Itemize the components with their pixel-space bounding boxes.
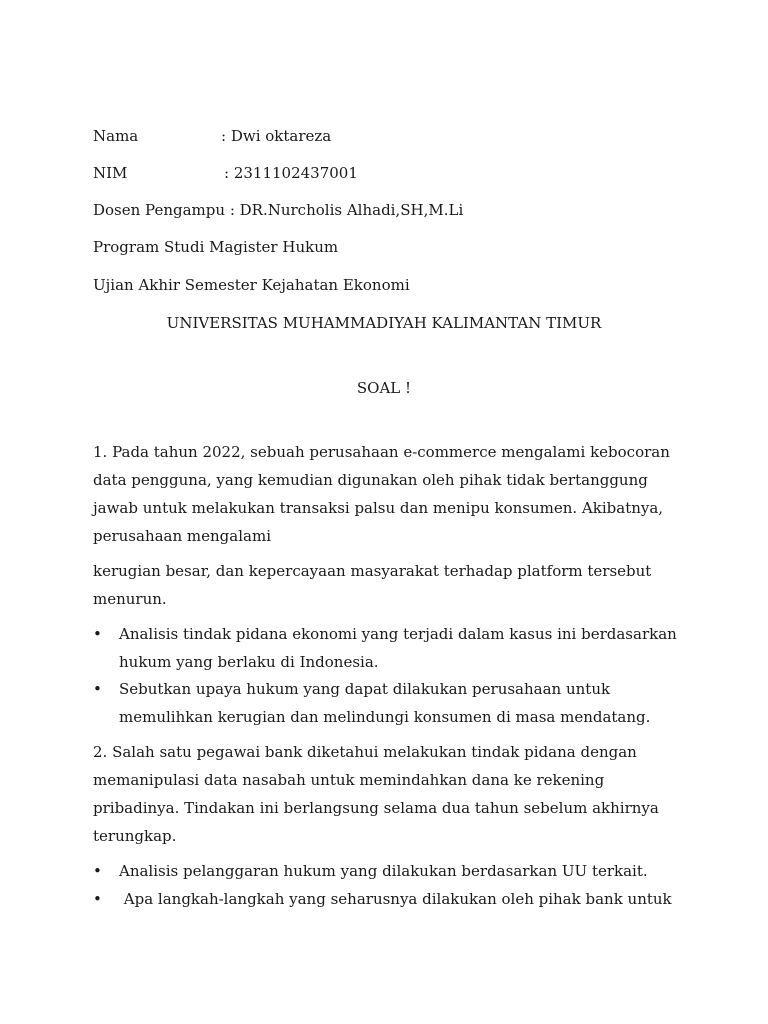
university-title: UNIVERSITAS MUHAMMADIYAH KALIMANTAN TIMUR [166, 314, 602, 332]
bullet-text: Analisis pelanggaran hukum yang dilakukan berdasarkan UU terkait. [119, 862, 648, 880]
question-1-continuation: kerugian besar, dan kepercayaan masyarakat terhadap platform tersebut menurun. [93, 562, 652, 608]
ujian-line: Ujian Akhir Semester Kejahatan Ekonomi [93, 276, 410, 294]
nim-label: NIM [93, 164, 128, 182]
bullet-icon: • [93, 625, 102, 643]
bullet-text: Sebutkan upaya hukum yang dapat dilakukan perusahaan untuk memulihkan kerugian dan melindungi konsumen di masa mendatang. [119, 680, 651, 726]
question-1-text: 1. Pada tahun 2022, sebuah perusahaan e-commerce mengalami kebocoran data pengguna, yang kemudian digunakan oleh pihak tidak bertanggung jawab untuk melakukan transaksi palsu dan menipu konsumen. Akibatnya, perusahaan mengalami [93, 443, 670, 545]
bullet-icon: • [93, 680, 102, 698]
nama-label: Nama [93, 127, 139, 145]
question-2-text: 2. Salah satu pegawai bank diketahui melakukan tindak pidana dengan memanipulasi data nasabah untuk memindahkan dana ke rekening pribadinya. Tindakan ini berlangsung selama dua tahun sebelum akhirnya terungkap. [93, 743, 659, 845]
nim-value: : 2311102437001 [224, 164, 358, 182]
bullet-text: Apa langkah-langkah yang seharusnya dilakukan oleh pihak bank untuk [119, 890, 672, 908]
dosen-line: Dosen Pengampu : DR.Nurcholis Alhadi,SH,M.Li [93, 201, 464, 219]
bullet-text: Analisis tindak pidana ekonomi yang terjadi dalam kasus ini berdasarkan hukum yang berlaku di Indonesia. [119, 625, 677, 671]
program-line: Program Studi Magister Hukum [93, 238, 339, 256]
nama-value: : Dwi oktareza [221, 127, 332, 145]
soal-title: SOAL ! [356, 379, 412, 397]
bullet-icon: • [93, 890, 102, 908]
bullet-icon: • [93, 862, 102, 880]
